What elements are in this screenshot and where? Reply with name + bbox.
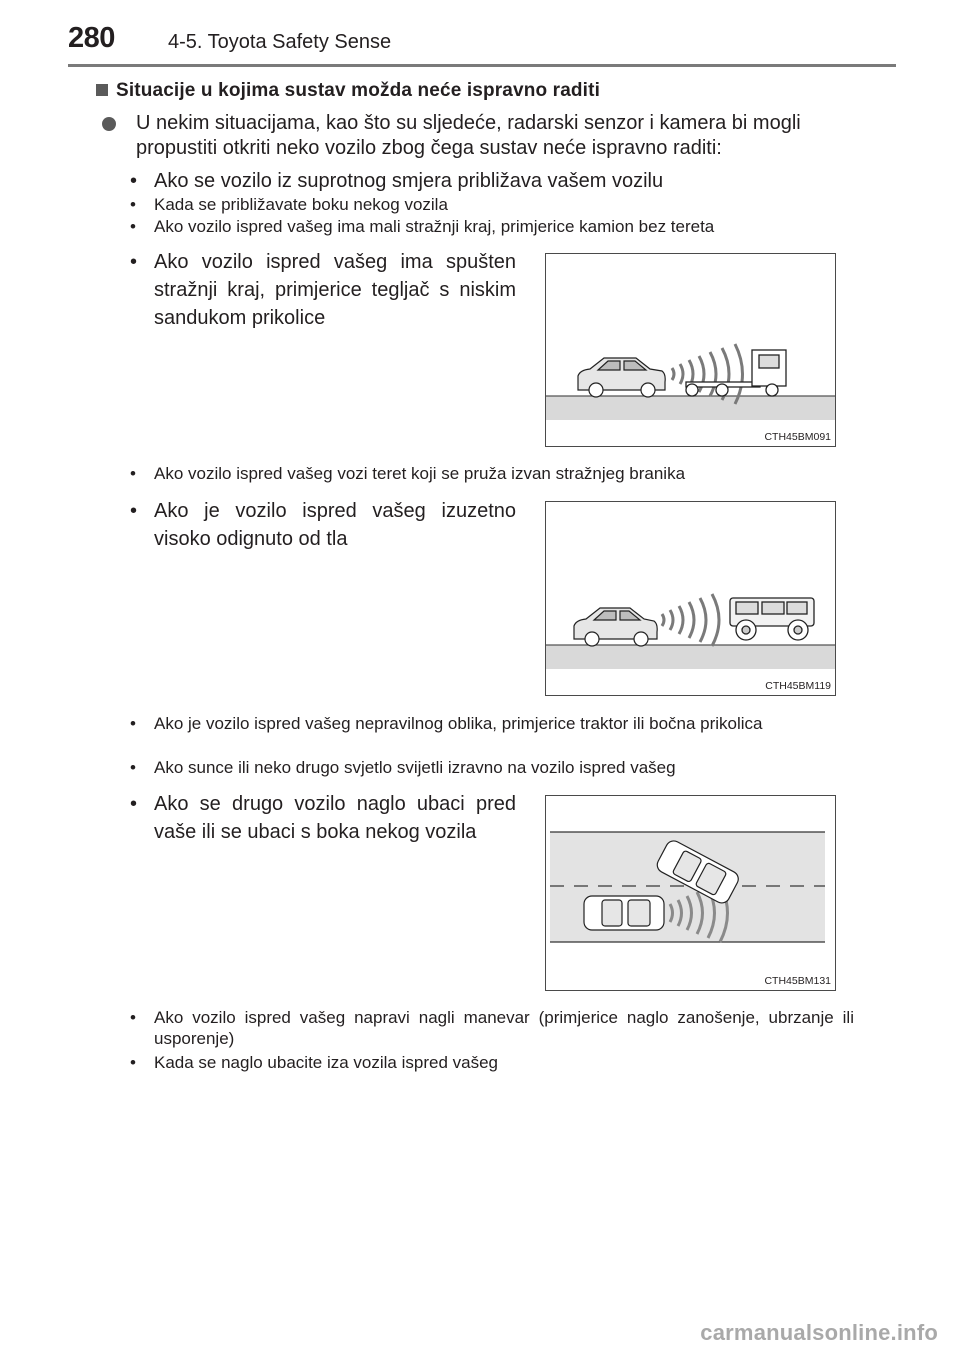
intro-paragraph (112, 111, 872, 161)
list-item-text: Ako je vozilo ispred vašeg izuzetno visoko odignuto od tla (154, 500, 516, 550)
page-number: 280 (68, 22, 115, 54)
square-bullet-icon (96, 84, 108, 96)
cut-in-illustration (546, 796, 835, 990)
list-item-text: Ako vozilo ispred vašeg ima mali stražnji kraj, primjerice kamion bez tereta (154, 217, 715, 236)
list-item-text: Kada se približavate boku nekog vozila (154, 195, 448, 214)
section-heading (96, 80, 600, 102)
figure-code: CTH45BM119 (765, 680, 831, 692)
list-item-text: Ako je vozilo ispred vašeg nepravilnog oblika, primjerice traktor ili bočna prikolica (154, 714, 763, 733)
chapter-title: 4-5. Toyota Safety Sense (168, 31, 392, 53)
list-item: • Ako vozilo ispred vašeg ima spušten stražnji kraj, primjerice tegljač s niskim sandukom prikolice (130, 251, 516, 329)
radar-waves-icon (672, 344, 743, 404)
figure-code: CTH45BM131 (764, 975, 831, 987)
list-item-text: Ako sunce ili neko drugo svjetlo svijetli izravno na vozilo ispred vašeg (154, 758, 676, 777)
car-icon (574, 608, 657, 646)
list-item: • Kada se naglo ubacite iza vozila ispred vašeg (130, 1053, 498, 1072)
car-icon (578, 358, 665, 397)
trailer-truck-illustration (546, 254, 835, 446)
circle-bullet-icon (102, 117, 116, 131)
car-icon (584, 896, 664, 930)
list-item: • Ako je vozilo ispred vašeg izuzetno visoko odignuto od tla (130, 500, 516, 550)
list-item-text: Ako vozilo ispred vašeg napravi nagli manevar (primjerice naglo zanošenje, ubrzanje ili usporenje) (154, 1008, 854, 1048)
list-item-text: Ako vozilo ispred vašeg ima spušten stražnji kraj, primjerice tegljač s niskim sandukom prikolice (154, 251, 516, 329)
watermark: carmanualsonline.info (700, 1320, 938, 1345)
list-item: • Ako vozilo ispred vašeg vozi teret koji se pruža izvan stražnjeg branika (130, 464, 686, 483)
figure-cut-in (545, 795, 836, 991)
intro-text: U nekim situacijama, kao što su sljedeće, radarski senzor i kamera bi mogli propustiti otkriti neko vozilo zbog čega sustav neće ispravno raditi: (136, 112, 801, 159)
list-item: • Ako se drugo vozilo naglo ubaci pred vaše ili se ubaci s boka nekog vozila (130, 793, 516, 843)
suv-icon (730, 598, 814, 640)
list-item: • Ako se vozilo iz suprotnog smjera približava vašem vozilu (130, 170, 664, 192)
list-item: • Ako sunce ili neko drugo svjetlo svijetli izravno na vozilo ispred vašeg (130, 758, 676, 777)
list-item-text: Kada se naglo ubacite iza vozila ispred vašeg (154, 1053, 498, 1072)
list-item: • Ako vozilo ispred vašeg napravi nagli manevar (primjerice naglo zanošenje, ubrzanje ili usporenje) (130, 1008, 854, 1048)
list-item-text: Ako se vozilo iz suprotnog smjera približava vašem vozilu (154, 170, 664, 192)
figure-trailer-truck (545, 253, 836, 447)
high-vehicle-illustration (546, 502, 835, 695)
figure-code: CTH45BM091 (764, 431, 831, 443)
section-title-text: Situacije u kojima sustav možda neće ispravno raditi (116, 80, 601, 101)
radar-waves-icon (662, 594, 719, 646)
page-header (0, 0, 960, 66)
list-item-text: Ako se drugo vozilo naglo ubaci pred vaše ili se ubaci s boka nekog vozila (154, 793, 516, 843)
list-item-text: Ako vozilo ispred vašeg vozi teret koji se pruža izvan stražnjeg branika (154, 464, 686, 483)
figure-high-vehicle (545, 501, 836, 696)
header-divider (68, 64, 896, 67)
list-item: • Kada se približavate boku nekog vozila (130, 195, 448, 214)
list-item: • Ako vozilo ispred vašeg ima mali stražnji kraj, primjerice kamion bez tereta (130, 217, 715, 236)
list-item: • Ako je vozilo ispred vašeg nepravilnog oblika, primjerice traktor ili bočna prikolica (130, 714, 763, 733)
